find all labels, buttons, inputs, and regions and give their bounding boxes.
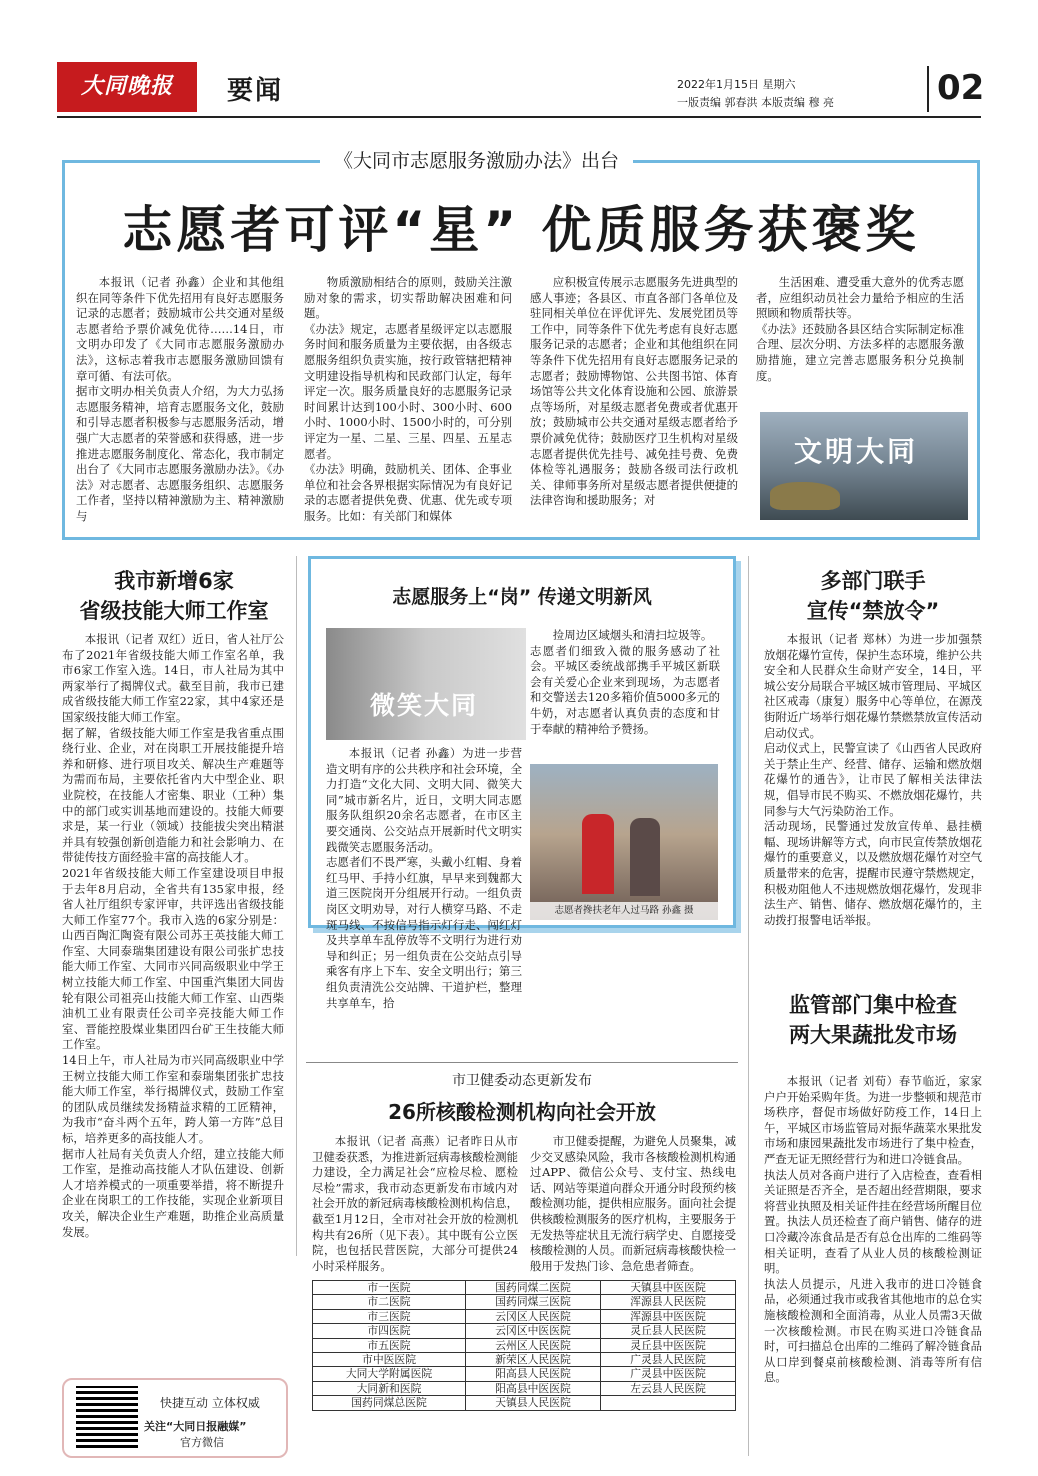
qr-slogan: 快捷互动 立体权威	[160, 1396, 260, 1410]
right-bottom-title-line2: 两大果蔬批发市场	[789, 1023, 957, 1047]
hospital-row	[313, 1381, 736, 1395]
left-title-line1: 我市新增6家	[114, 569, 234, 593]
smile-datong-image	[326, 628, 526, 740]
hospital-cell: 云州区人民医院	[466, 1338, 601, 1352]
hospital-cell: 市三医院	[313, 1309, 466, 1323]
qr-box	[62, 1378, 288, 1458]
hospital-row	[313, 1353, 736, 1367]
hospital-cell: 浑源县人民医院	[601, 1295, 736, 1309]
top-subtitle: 《大同市志愿服务激励办法》出台	[320, 146, 633, 173]
hospital-row	[313, 1281, 736, 1295]
hospital-cell: 国药同煤总医院	[313, 1396, 466, 1410]
hospital-cell: 浑源县中医医院	[601, 1309, 736, 1323]
nucleic-left-text: 本报讯（记者 高燕）记者昨日从市卫健委获悉，为推进新冠病毒核酸检测能力建设，全力满足社会“应检尽检、愿检尽检”需求，我市动态更新发布市域内对社会开放的新冠病毒核酸检测机构信息，截至1月12日，全市对社会开放的检测机构共有26所（见下表）。其中既有公立医院，也包括民营医院，大部分可提供24小时采样服务。	[312, 1134, 518, 1273]
hospital-cell: 天镇县中医医院	[601, 1281, 736, 1295]
hospital-cell: 市中医医院	[313, 1353, 466, 1367]
volunteer-figure	[582, 814, 614, 894]
left-article-title	[58, 566, 290, 626]
nucleic-body-right	[530, 1134, 736, 1274]
masthead-divider	[927, 66, 929, 112]
left-article-body	[62, 632, 284, 1239]
qr-follow: 关注“大同日报融媒”	[144, 1420, 247, 1433]
hospital-cell: 云冈区人民医院	[466, 1309, 601, 1323]
hospital-cell: 广灵县人民医院	[601, 1353, 736, 1367]
hospital-cell: 大同新和医院	[313, 1381, 466, 1395]
hospital-cell: 云冈区中医医院	[466, 1324, 601, 1338]
hospital-cell: 阳高县中医医院	[466, 1381, 601, 1395]
hospital-cell: 国药同煤二医院	[466, 1281, 601, 1295]
smile-datong-label: 微笑大同	[370, 691, 479, 720]
volunteer-article-title: 志愿服务上“岗” 传递文明新风	[392, 586, 652, 608]
right-top-title-line1: 多部门联手	[820, 569, 926, 593]
nucleic-title: 26所核酸检测机构向社会开放	[388, 1100, 656, 1124]
hospital-cell: 天镇县人民医院	[466, 1396, 601, 1410]
bronze-horse-figure	[770, 482, 840, 510]
left-title-line2: 省级技能大师工作室	[79, 599, 269, 623]
right-top-body	[764, 632, 982, 968]
left-article-text: 本报讯（记者 双红）近日，省人社厅公布了2021年省级技能大师工作室名单，我市6家工作室入选。14日，市人社局为其中两家举行了揭牌仪式。截至目前，我市已建成省级技能大师工作室22家，其中4家还是国家级技能大师工作室。 据了解，省级技能大师工作室是我省重点围绕行业、企业，对在岗职工开展技能提升培养和研修、进行项目攻关、解决生产难题等为需而布局，主要依托省内大中型企业、职业院校，在技能人才密集、职业（工种）集中的部门或实训基地而建设的。技能大师要求是，某一行业（领域）技能拔尖突出精湛并具有较强创新创造能力和社会影响力、在带徒传技方面经验丰富的高技能人才。 2021年省级技能大师工作室建设项目申报于去年8月启动，全省共有135家申报，经省人社厅组织专家评审，共评选出省级技能大师工作室77个。我市入选的6家分别是：山西百陶汇陶瓷有限公司苏王英技能大师工作室、大同泰瑞集团建设有限公司张扩忠技能大师工作室、大同市兴同高级职业中学王树立技能大师工作室、中国重汽集团大同齿轮有限公司祖亮山技能大师工作室、山西柴油机工业有限责任公司辛亮技能大师工作室、晋能控股煤业集团四台矿王生技能大师工作室。 14日上午，市人社局为市兴同高级职业中学王树立技能大师工作室和泰瑞集团张扩忠技能大师工作室，举行揭牌仪式，鼓励工作室的团队成员继续发扬精益求精的工匠精神，为我市“奋斗两个五年，跨人第一方阵”总目标，培养更多的高技能人才。 据市人社局有关负责人介绍，建立技能大师工作室，是推动高技能人才队伍建设、创新人才培养模式的一项重要举措，将不断提升企业在岗职工的工作技能，实现企业新项目攻关，解决企业生产难题，助推企业高质量发展。	[62, 632, 284, 1239]
volunteer-body-right	[530, 628, 720, 760]
hospital-cell: 国药同煤三医院	[466, 1295, 601, 1309]
issue-date: 2022年1月15日 星期六	[677, 78, 796, 91]
hospital-cell: 灵丘县中医医院	[601, 1338, 736, 1352]
right-top-title-line2: 宣传“禁放令”	[806, 599, 940, 623]
right-bottom-body	[764, 1074, 982, 1460]
hospital-cell	[601, 1396, 736, 1410]
page-number: 02	[937, 68, 985, 108]
nucleic-right-text: 市卫健委提醒，为避免人员聚集，减少交叉感染风险，我市各核酸检测机构通过APP、微信公众号、支付宝、热线电话、网站等渠道向群众开通分时段预约核酸检测功能，提供相应服务。面向社会提供核酸检测服务的医疗机构，主要服务于无发热等症状且无流行病学史、自愿接受核酸检测的人员。而新冠病毒核酸快检一般用于发热门诊、急危患者筛查。	[530, 1134, 736, 1273]
newspaper-logo: 大同晚报	[57, 62, 197, 112]
volunteer-body-left	[326, 746, 522, 1010]
volunteer-left-text: 本报讯（记者 孙鑫）为进一步营造文明有序的公共秩序和社会环境，全力打造“文化大同、文明大同、微笑大同”城市新名片，近日，文明大同志愿服务队组织20余名志愿者，在市区主要交通岗、公交站点开展新时代文明实践微笑志愿服务活动。 志愿者们不畏严寒，头戴小红帽、身着红马甲、手持小红旗，早早来到魏都大道三医院岗开分组展开行动。一组负责岗区文明劝导，对行人横穿马路、不走斑马线、不按信号指示灯行走、闯红灯及共享单车乱停放等不文明行为进行劝导和纠正；另一组负责在公交站点引导乘客有序上下车、安全文明出行；第三组负责清洗公交站牌、干道护栏，整理共享单车，拾	[326, 746, 522, 1010]
civilized-datong-label: 文明大同	[794, 435, 919, 468]
hospital-row	[313, 1367, 736, 1381]
hospital-cell: 灵丘县人民医院	[601, 1324, 736, 1338]
hospital-cell: 市二医院	[313, 1295, 466, 1309]
hospital-row	[313, 1324, 736, 1338]
elderly-figure	[630, 818, 660, 896]
hospital-cell: 市四医院	[313, 1324, 466, 1338]
hospital-cell: 新荣区人民医院	[466, 1353, 601, 1367]
hospital-cell: 市一医院	[313, 1281, 466, 1295]
hospital-cell: 市五医院	[313, 1338, 466, 1352]
right-bottom-title-line1: 监管部门集中检查	[789, 993, 957, 1017]
top-col1-text: 本报讯（记者 孙鑫）企业和其他组织在同等条件下优先招用有良好志愿服务记录的志愿者；鼓励城市公共交通对星级志愿者给予票价减免优待……14日，市文明办印发了《大同市志愿服务激励办法》，这标志着我市志愿服务激励回馈有章可循、有法可依。 据市文明办相关负责人介绍，为大力弘扬志愿服务精神，培育志愿服务文化，鼓励和引导志愿者积极参与志愿服务活动，增强广大志愿者的荣誉感和获得感，进一步推进志愿服务制度化、常态化，我市制定出台了《大同市志愿服务激励办法》。《办法》对志愿者、志愿服务组织、志愿服务工作者，坚持以精神激励为主、精神激励与	[76, 275, 284, 523]
hospital-row	[313, 1338, 736, 1352]
top-column-3	[530, 275, 738, 535]
top-col2-text: 物质激励相结合的原则，鼓励关注激励对象的需求，切实帮助解决困难和问题。 《办法》规定，志愿者星级评定以志愿服务时间和服务质量为主要依据，由各级志愿服务组织负责实施，按行政管辖把精神文明建设指导机构和民政部门认定，每年评定一次。服务质量良好的志愿服务记录时间累计达到100小时、300小时、600小时、1000小时、1500小时的，可分别评定为一星、二星、三星、四星、五星志愿者。 《办法》明确，鼓励机关、团体、企事业单位和社会各界根据实际情况为有良好记录的志愿者提供免费、优惠、优先或专项服务。比如：有关部门和媒体	[304, 275, 512, 523]
hospital-row	[313, 1309, 736, 1323]
section-title: 要闻	[227, 76, 284, 106]
top-col4-text: 生活困难、遭受重大意外的优秀志愿者，应组织动员社会力量给予相应的生活照顾和物质帮扶等。 《办法》还鼓励各县区结合实际制定标准合理、层次分明、方法多样的志愿服务激励措施，建立完善志愿服务积分兑换制度。	[756, 275, 964, 383]
nucleic-subtitle: 市卫健委动态更新发布	[452, 1073, 592, 1089]
top-col3-text: 应积极宣传展示志愿服务先进典型的感人事迹；各县区、市直各部门各单位及驻同相关单位在评优评先、发展党团员等工作中，同等条件下优先考虑有良好志愿服务记录的志愿者；企业和其他组织在同等条件下优先招用有良好志愿服务记录的志愿者；鼓励博物馆、公共图书馆、体育场馆等公共文化体育设施和公园、旅游景点等场所，对星级志愿者免费或者优惠开放；鼓励城市公共交通对星级志愿者给予票价减免优待；鼓励医疗卫生机构对星级志愿者提供优先挂号、减免挂号费、免费体检等礼遇服务；鼓励各级司法行政机关、律师事务所对星级志愿者提供便捷的法律咨询和援助服务；对	[530, 275, 738, 508]
column-rule	[296, 556, 297, 1256]
hospital-cell: 广灵县中医医院	[601, 1367, 736, 1381]
right-bottom-title	[758, 990, 988, 1050]
nucleic-body-left	[312, 1134, 518, 1274]
hospital-cell: 左云县人民医院	[601, 1381, 736, 1395]
column-rule-right	[748, 556, 749, 1456]
right-top-text: 本报讯（记者 郑林）为进一步加强禁放烟花爆竹宣传，保护生态环境，维护公共安全和人民群众生命财产安全，14日，平城公安分局联合平城区城市管理局、平城区社区戒毒（康复）服务中心等单位，在源茂街附近广场举行烟花爆竹禁燃禁放宣传活动启动仪式。 启动仪式上，民警宣读了《山西省人民政府关于禁止生产、经营、储存、运输和燃放烟花爆竹的通告》，让市民了解相关法律法规，倡导市民不购买、不燃放烟花爆竹，共同参与大气污染防治工作。 活动现场，民警通过发放宣传单、悬挂横幅、现场讲解等方式，向市民宣传禁放烟花爆竹的重要意义，以及燃放烟花爆竹对空气质量带来的危害，提醒市民遵守禁燃规定，积极劝阻他人不违规燃放烟花爆竹，发现非法生产、销售、储存、燃放烟花爆竹的，主动拨打报警电话举报。	[764, 632, 982, 927]
masthead	[57, 62, 985, 114]
civilized-datong-image	[760, 412, 968, 520]
hospital-cell: 阳高县人民医院	[466, 1367, 601, 1381]
hospital-row	[313, 1396, 736, 1410]
volunteer-photo	[530, 764, 718, 920]
nucleic-top-rule	[306, 1062, 738, 1063]
top-column-4	[756, 275, 964, 405]
hospital-cell: 大同大学附属医院	[313, 1367, 466, 1381]
hospital-row	[313, 1295, 736, 1309]
editors-line: 一版责编 郭春洪 本版责编 穆 亮	[677, 96, 834, 109]
top-headline: 志愿者可评“星” 优质服务获褒奖	[122, 201, 920, 259]
photo-caption: 志愿者搀扶老年人过马路 孙鑫 摄	[530, 902, 718, 920]
right-bottom-text: 本报讯（记者 刘荀）春节临近，家家户户开始采购年货。为进一步整顿和规范市场秩序，督促市场做好防疫工作，14日上午，平城区市场监管局对振华蔬菜水果批发市场和康园果蔬批发市场进行了集中检查，严查无证无照经营行为和进口冷链食品。 执法人员对各商户进行了入店检查，查看相关证照是否齐全，是否超出经营期限，要求将营业执照及相关证件挂在经营场所醒目位置。执法人员还检查了商户销售、储存的进口冷藏冷冻食品是否有总仓出库的二维码等相关证明，查看了从业人员的核酸检测证明。 执法人员提示，凡进入我市的进口冷链食品，必须通过我市或我省其他地市的总仓实施核酸检测和全面消毒，从业人员需3天做一次核酸检测。市民在购买进口冷链食品时，可扫描总仓出库的二维码了解冷链食品从口岸到餐桌前核酸检测、消毒等所有信息。	[764, 1074, 982, 1385]
masthead-rule	[57, 116, 981, 118]
top-column-1	[76, 275, 284, 535]
hospital-table	[312, 1280, 736, 1411]
qr-code[interactable]	[76, 1386, 138, 1448]
qr-wechat: 官方微信	[180, 1436, 224, 1449]
right-top-title	[758, 566, 988, 626]
top-column-2	[304, 275, 512, 535]
volunteer-right-text: 捡周边区域烟头和清扫垃圾等。 志愿者们细致入微的服务感动了社会。平城区委统战部携手平城区新联会有关爱心企业来到现场，为志愿者和交警送去120多箱价值5000多元的牛奶，对志愿者认真负责的态度和甘于奉献的精神给予赞扬。	[530, 628, 720, 736]
